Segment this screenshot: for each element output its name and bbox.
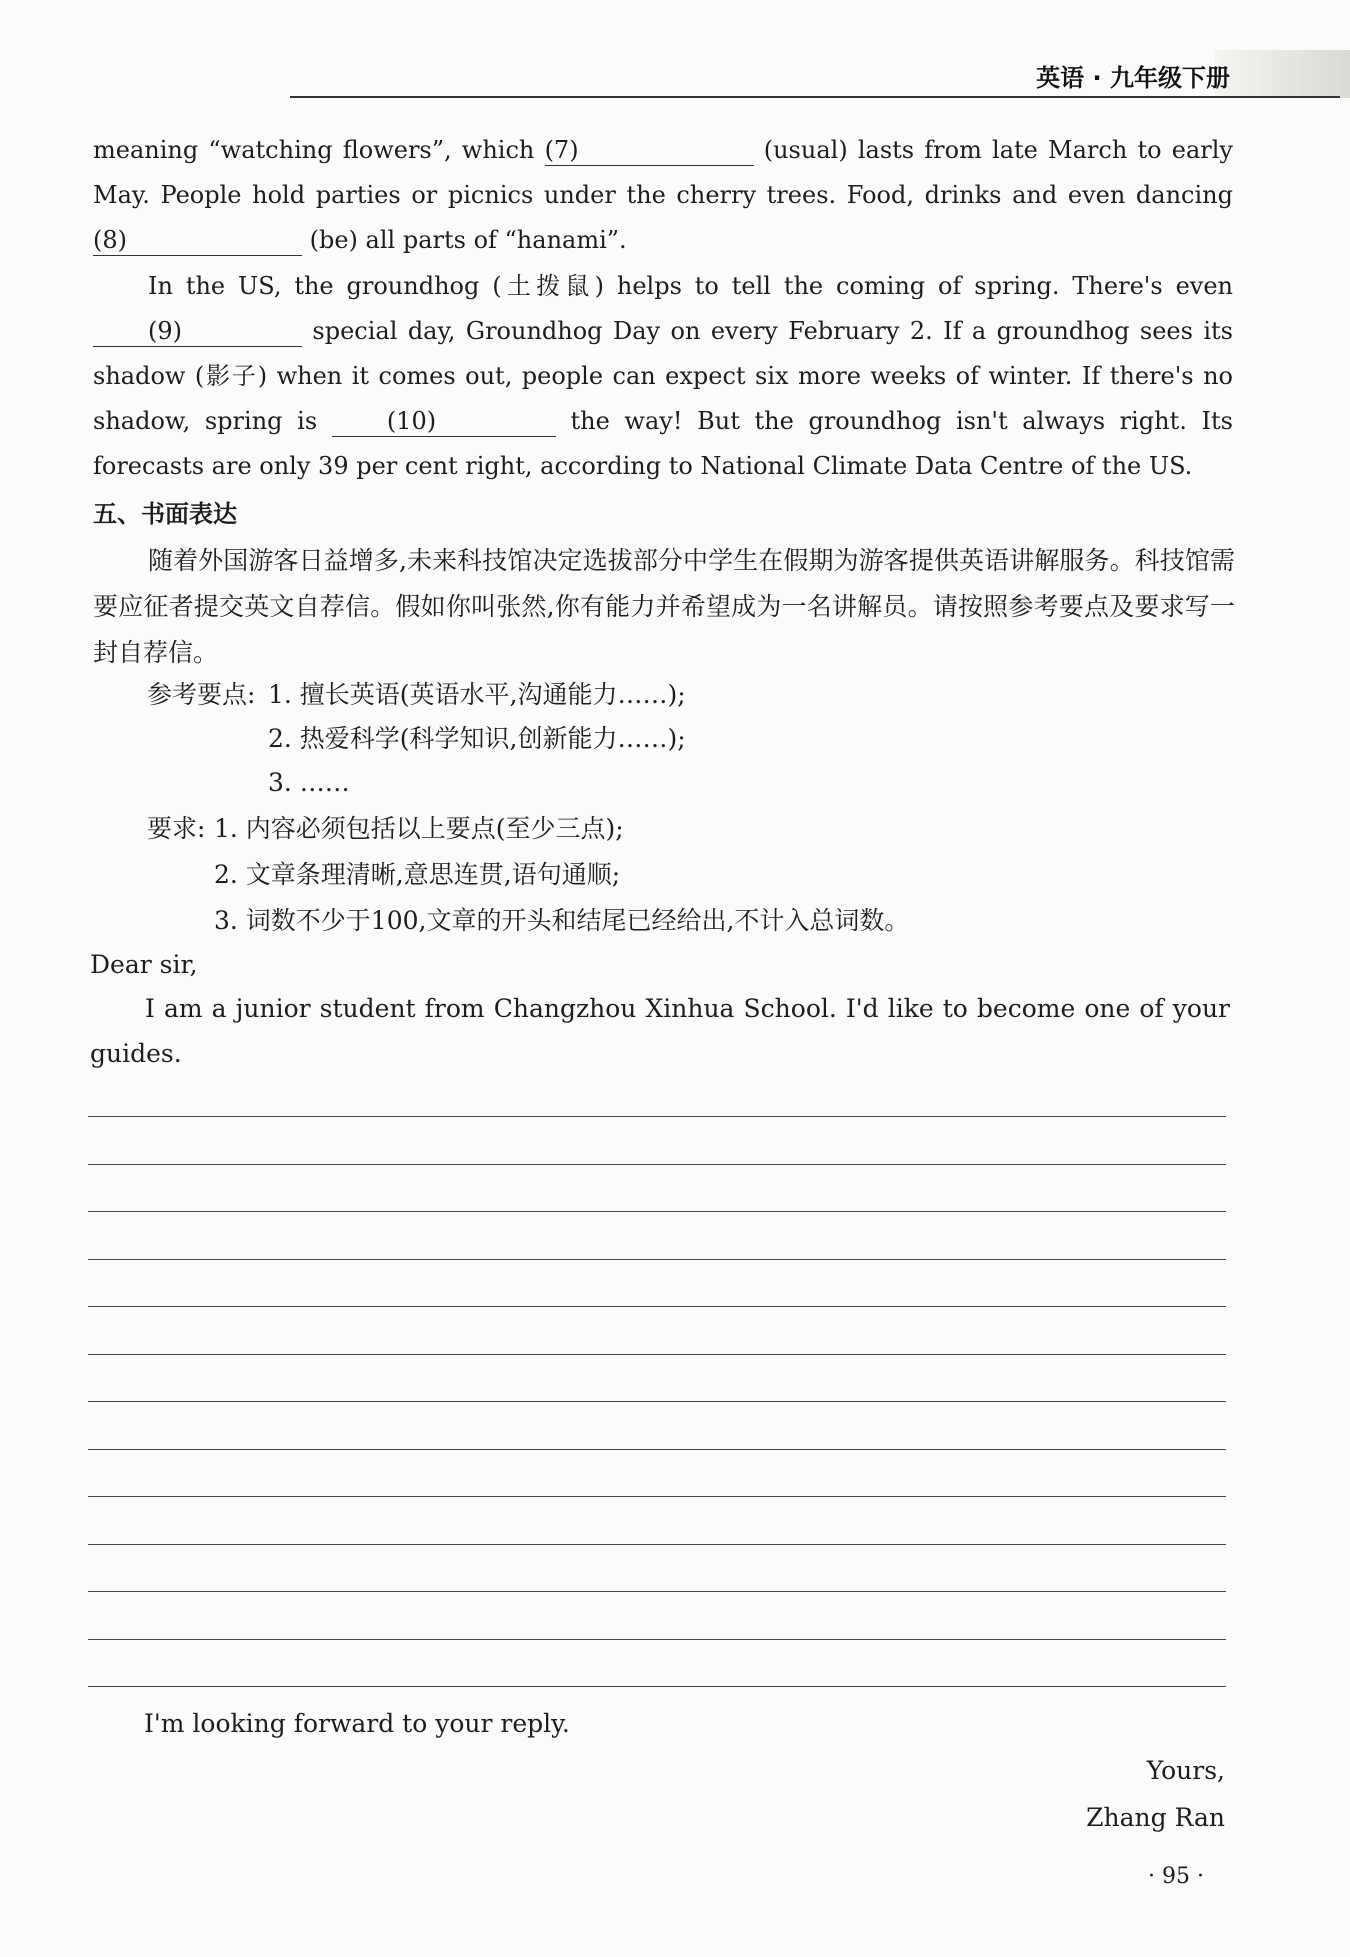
- writing-line[interactable]: [88, 1449, 1226, 1450]
- requirement-item: 1. 内容必须包括以上要点(至少三点);: [214, 814, 624, 843]
- writing-line[interactable]: [88, 1211, 1226, 1212]
- writing-line[interactable]: [88, 1686, 1226, 1687]
- page-header-title: 英语 · 九年级下册: [1036, 64, 1230, 92]
- point-item: 1. 擅长英语(英语水平,沟通能力……);: [268, 680, 686, 709]
- writing-line[interactable]: [88, 1306, 1226, 1307]
- text-run: the way! But the groundhog isn't always right. Its forecasts are only 39 per cent right, according to National Climate Data Centre of the US.: [93, 407, 1233, 480]
- letter-signoff: Yours,: [1146, 1756, 1225, 1785]
- text-run: (be) all parts of “hanami”.: [302, 226, 627, 254]
- writing-line[interactable]: [88, 1116, 1226, 1117]
- blank-7[interactable]: (7): [545, 135, 754, 166]
- letter-opening: I am a junior student from Changzhou Xinhua School. I'd like to become one of your guides.: [90, 994, 1230, 1068]
- blank-9[interactable]: (9): [93, 316, 302, 347]
- writing-line[interactable]: [88, 1259, 1226, 1260]
- task-instructions: 随着外国游客日益增多,未来科技馆决定选拔部分中学生在假期为游客提供英语讲解服务。科技馆需要应征者提交英文自荐信。假如你叫张然,你有能力并希望成为一名讲解员。请按照参考要点及要求写一封自荐信。: [93, 546, 1235, 667]
- point-item: 3. ……: [268, 768, 350, 797]
- blank-10[interactable]: (10): [332, 406, 556, 437]
- writing-line[interactable]: [88, 1164, 1226, 1165]
- writing-line[interactable]: [88, 1496, 1226, 1497]
- writing-line[interactable]: [88, 1401, 1226, 1402]
- writing-line[interactable]: [88, 1354, 1226, 1355]
- text-run: In the US, the groundhog (土拨鼠) helps to tell the coming of spring. There's even: [148, 272, 1233, 300]
- letter-signature-name: Zhang Ran: [1086, 1803, 1225, 1832]
- header-divider: [290, 96, 1340, 98]
- writing-line[interactable]: [88, 1639, 1226, 1640]
- points-label: 参考要点:: [147, 680, 256, 709]
- letter-closing: I'm looking forward to your reply.: [144, 1709, 570, 1738]
- text-run: special day, Groundhog Day on every February 2. If a groundhog sees its shadow (影子) when it comes out, people can expect six more weeks of winter. If there's no shadow, spring is: [93, 317, 1233, 435]
- requirement-item: 3. 词数不少于100,文章的开头和结尾已经给出,不计入总词数。: [214, 906, 910, 935]
- reading-paragraph-2: [93, 264, 1233, 489]
- section-heading: 五、书面表达: [93, 500, 237, 528]
- text-run: (usual) lasts from late March to early May. People hold parties or picnics under the cherry trees. Food, drinks and even dancing: [93, 136, 1233, 209]
- point-item: 2. 热爱科学(科学知识,创新能力……);: [268, 724, 686, 753]
- blank-8[interactable]: (8): [93, 225, 302, 256]
- reading-paragraph-1: [93, 128, 1233, 263]
- text-run: meaning “watching flowers”, which: [93, 136, 545, 164]
- page-number: · 95 ·: [1148, 1864, 1204, 1889]
- requirement-item: 2. 文章条理清晰,意思连贯,语句通顺;: [214, 860, 621, 889]
- writing-line[interactable]: [88, 1591, 1226, 1592]
- header-decoration: [1215, 50, 1350, 98]
- letter-salutation: Dear sir,: [90, 950, 198, 979]
- writing-line[interactable]: [88, 1544, 1226, 1545]
- requirements-label: 要求:: [147, 814, 206, 843]
